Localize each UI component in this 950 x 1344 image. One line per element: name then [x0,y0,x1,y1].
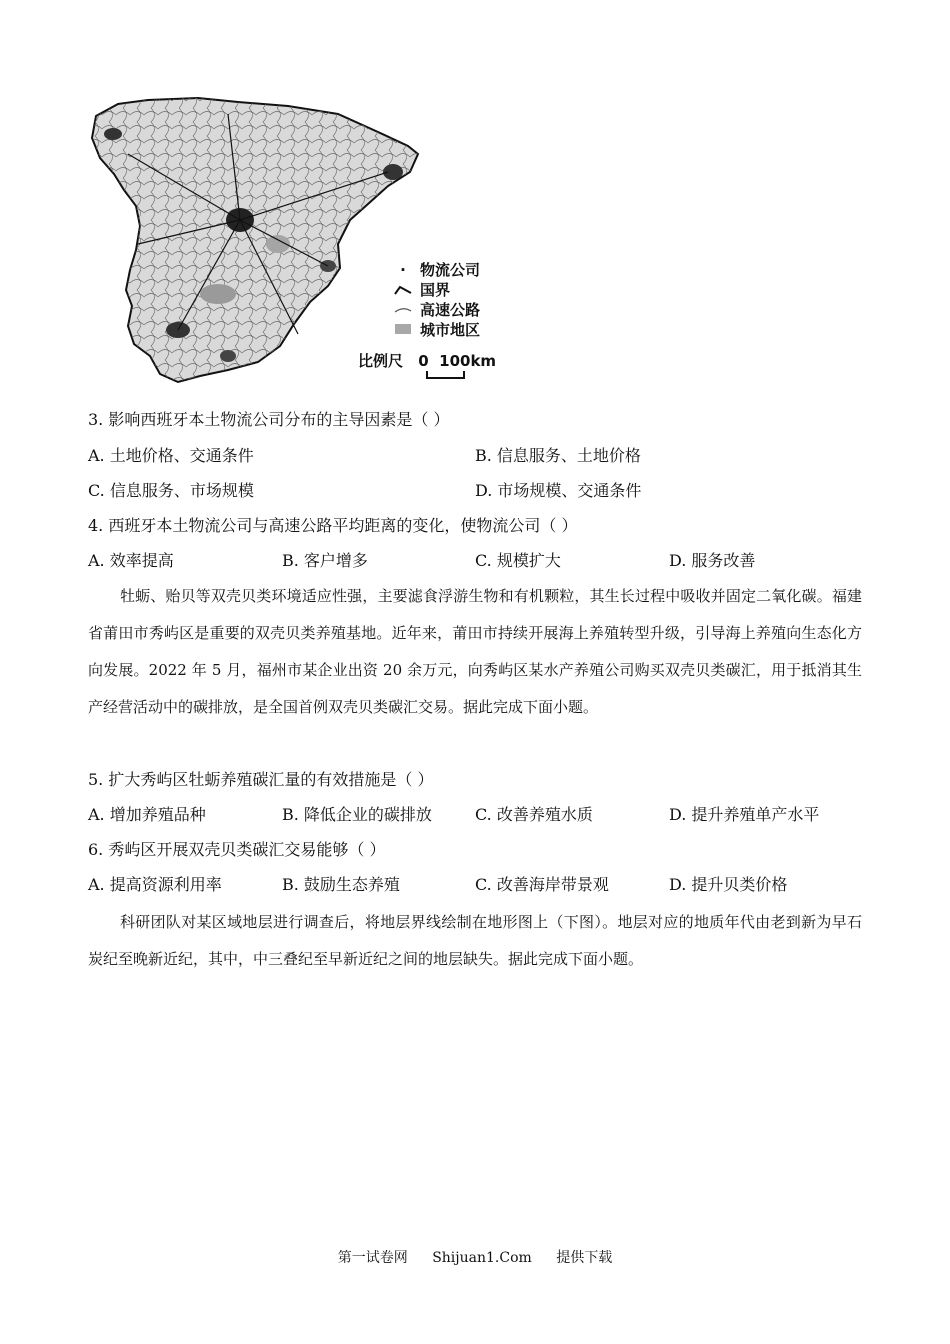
q4-option-d[interactable]: D. 服务改善 [669,551,756,570]
q5-option-a[interactable]: A. 增加养殖品种 [88,805,206,824]
question-4-stem: 4. 西班牙本土物流公司与高速公路平均距离的变化，使物流公司（ ） [88,516,578,535]
dot-icon: · [400,261,406,279]
page-footer [0,1247,950,1267]
question-3-stem: 3. 影响西班牙本土物流公司分布的主导因素是（ ） [88,410,450,429]
q4-option-a[interactable]: A. 效率提高 [88,551,174,570]
passage-strata-survey: 科研团队对某区域地层进行调查后，将地层界线绘制在地形图上（下图）。地层对应的地质年代由老到新为早石炭纪至晚新近纪，其中，中三叠纪至早新近纪之间的地层缺失。据此完成下面小题。 [88,913,862,968]
q4-option-b[interactable]: B. 客户增多 [282,551,368,570]
map-graphic [88,94,508,386]
scale-bar-icon [426,370,466,380]
q5-option-c[interactable]: C. 改善养殖水质 [475,805,593,824]
q5-option-b[interactable]: B. 降低企业的碳排放 [282,805,432,824]
q5-option-d[interactable]: D. 提升养殖单产水平 [669,805,820,824]
q6-option-a[interactable]: A. 提高资源利用率 [88,875,222,894]
passage-bivalve-carbon-sink: 牡蛎、贻贝等双壳贝类环境适应性强，主要滤食浮游生物和有机颗粒，其生长过程中吸收并固定二氧化碳。福建省莆田市秀屿区是重要的双壳贝类养殖基地。近年来，莆田市持续开展海上养殖转型升级，引导海上养殖向生态化方向发展。2022 年 5 月，福州市某企业出资 20 余万元，向秀屿区某水产养殖公司购买双壳贝类碳汇，用于抵消其生产经营活动中的碳排放，是全国首例双壳贝类碳汇交易。据此完成下面小题。 [88,587,862,716]
q4-option-c[interactable]: C. 规模扩大 [475,551,561,570]
footer-domain[interactable]: Shijuan1.Com [432,1250,532,1266]
legend-item-highway: 高速公路 [392,300,480,320]
footer-note: 提供下载 [556,1250,613,1266]
q3-option-a[interactable]: A. 土地价格、交通条件 [88,446,254,465]
question-5-stem: 5. 扩大秀屿区牡蛎养殖碳汇量的有效措施是（ ） [88,770,434,789]
legend-item-border: 国界 [392,280,480,300]
footer-site-name: 第一试卷网 [337,1250,408,1266]
question-6-stem: 6. 秀屿区开展双壳贝类碳汇交易能够（ ） [88,840,386,859]
legend-item-urban: 城市地区 [392,320,480,340]
q6-option-d[interactable]: D. 提升贝类价格 [669,875,788,894]
map-scale: 比例尺 0 100km [358,350,496,371]
spain-logistics-map [88,94,508,386]
q3-option-c[interactable]: C. 信息服务、市场规模 [88,481,254,500]
highway-line-icon [392,300,414,320]
q6-option-b[interactable]: B. 鼓励生态养殖 [282,875,400,894]
map-legend [392,260,480,340]
q3-option-d[interactable]: D. 市场规模、交通条件 [475,481,642,500]
border-line-icon [392,280,414,300]
q6-option-c[interactable]: C. 改善海岸带景观 [475,875,609,894]
gray-area-icon [392,320,414,340]
q3-option-b[interactable]: B. 信息服务、土地价格 [475,446,641,465]
legend-item-logistics: · 物流公司 [392,260,480,280]
